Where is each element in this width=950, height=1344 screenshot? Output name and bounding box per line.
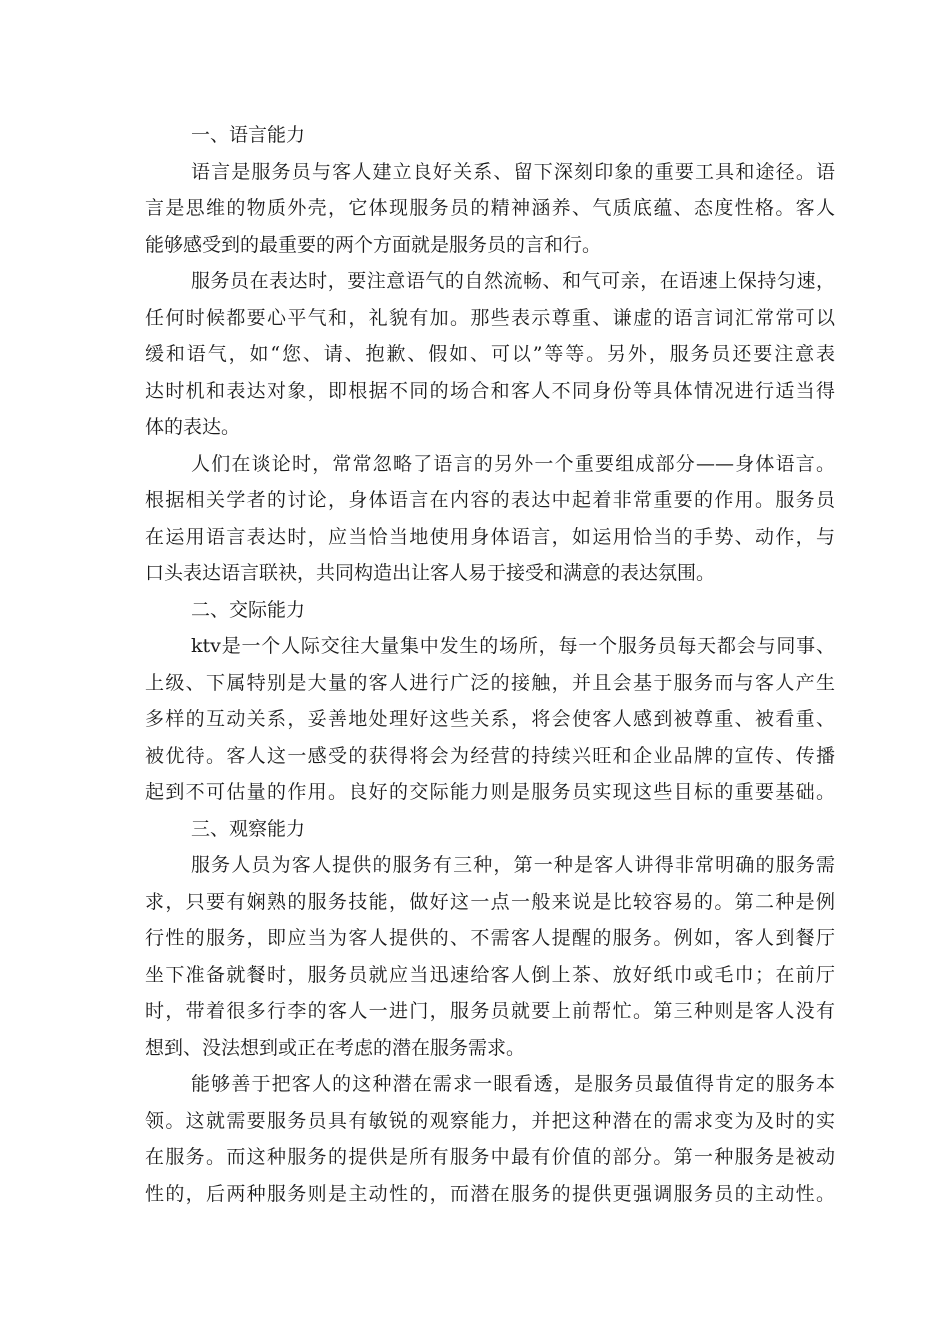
paragraph-line: 在服务。而这种服务的提供是所有服务中最有价值的部分。第一种服务是被动 [145,1146,835,1168]
paragraph-line: 达时机和表达对象，即根据不同的场合和客人不同身份等具体情况进行适当得 [145,379,835,402]
paragraph-first-line: 能够善于把客人的这种潜在需求一眼看透，是服务员最值得肯定的服务本 [191,1073,835,1095]
paragraph-last-line: 想到、没法想到或正在考虑的潜在服务需求。 [145,1036,526,1059]
section-heading: 三、观察能力 [191,817,306,840]
paragraph-line: 缓和语气，如“您、请、抱歉、假如、可以”等等。另外，服务员还要注意表 [145,343,835,365]
paragraph-line: 坐下准备就餐时，服务员就应当迅速给客人倒上茶、放好纸巾或毛巾；在前厅 [145,963,835,986]
paragraph-line: 上级、下属特别是大量的客人进行广泛的接触，并且会基于服务而与客人产生 [145,671,835,694]
paragraph-line: 起到不可估量的作用。良好的交际能力则是服务员实现这些目标的重要基础。 [145,781,835,803]
section-heading: 一、语言能力 [191,124,306,146]
paragraph-last-line: 体的表达。 [145,416,241,438]
paragraph-first-line: 服务人员为客人提供的服务有三种，第一种是客人讲得非常明确的服务需 [191,854,835,876]
paragraph-line: 根据相关学者的讨论，身体语言在内容的表达中起着非常重要的作用。服务员 [145,489,835,511]
paragraph-line: 求，只要有娴熟的服务技能，做好这一点一般来说是比较容易的。第二种是例 [145,890,835,913]
paragraph-first-line: 人们在谈论时，常常忽略了语言的另外一个重要组成部分——身体语言。 [191,452,835,475]
paragraph-last-line: 口头表达语言联袂，共同构造出让客人易于接受和满意的表达氛围。 [145,562,716,584]
paragraph-line: 领。这就需要服务员具有敏锐的观察能力，并把这种潜在的需求变为及时的实 [145,1109,835,1132]
document-body [145,117,835,1212]
paragraph-line: 在运用语言表达时，应当恰当地使用身体语言，如运用恰当的手势、动作，与 [145,525,835,548]
paragraph-first-line: ktv是一个人际交往大量集中发生的场所，每一个服务员每天都会与同事、 [191,635,835,657]
paragraph-line: 被优待。客人这一感受的获得将会为经营的持续兴旺和企业品牌的宣传、传播 [145,744,835,767]
section-heading: 二、交际能力 [191,598,306,621]
paragraph-first-line: 服务员在表达时，要注意语气的自然流畅、和气可亲，在语速上保持匀速， [191,270,835,292]
paragraph-line: 性的，后两种服务则是主动性的，而潜在服务的提供更强调服务员的主动性。 [145,1182,835,1205]
paragraph-first-line: 语言是服务员与客人建立良好关系、留下深刻印象的重要工具和途径。语 [191,160,835,183]
paragraph-line: 行性的服务，即应当为客人提供的、不需客人提醒的服务。例如，客人到餐厅 [145,927,835,949]
paragraph-last-line: 能够感受到的最重要的两个方面就是服务员的言和行。 [145,233,602,256]
paragraph-line: 言是思维的物质外壳，它体现服务员的精神涵养、气质底蕴、态度性格。客人 [145,197,835,219]
paragraph-line: 时，带着很多行李的客人一进门，服务员就要上前帮忙。第三种则是客人没有 [145,1000,835,1022]
paragraph-line: 任何时候都要心平气和，礼貌有加。那些表示尊重、谦虚的语言词汇常常可以 [145,306,835,329]
paragraph-line: 多样的互动关系，妥善地处理好这些关系，将会使客人感到被尊重、被看重、 [145,708,835,730]
